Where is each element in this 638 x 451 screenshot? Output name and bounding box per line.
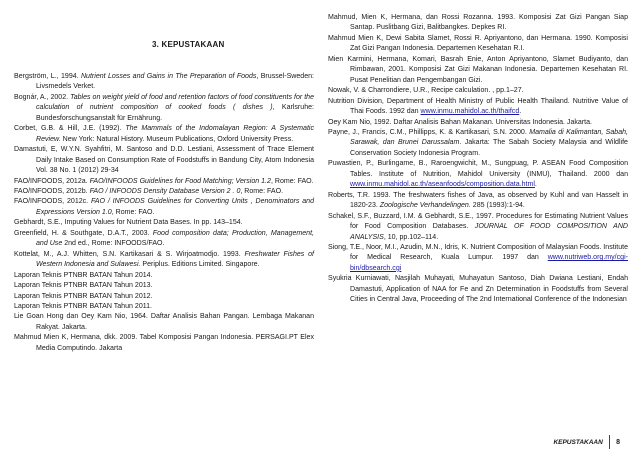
reference-entry	[328, 159, 628, 190]
reference-text: Mien Karmini, Hermana, Komari, Basrah Enie, Anton Apriyantono, Slamet Budiyanto, dan Rimbawan, 2001. Komposisi Zat Gizi Makanan Indonesia. Departemen Kesehatan RI. Pusat Penelitian dan Pengembangan Gizi.	[328, 55, 628, 84]
reference-text: Nutrition Division, Department of Health Ministry of Public Health Thailand. Nutritive Value of Thai Foods. 1992 dan	[328, 97, 628, 116]
reference-text: , Rome: FAO.	[111, 208, 155, 216]
reference-text: Freshwater Fishes of Western Indonesia and Sulawesi.	[36, 250, 314, 269]
reference-text: Schakel, S.F., Buzzard, I.M. & Gebhardt, S.E., 1997. Procedures for Estimating Nutrient Values for Food Composition Databases.	[328, 212, 628, 231]
reference-entry	[328, 128, 628, 159]
reference-text: FAO / INFOODS Guidelines for Converting Units , Denominators and Expressions Version 1.0	[36, 198, 314, 216]
footer-divider	[609, 435, 610, 449]
reference-text: Gebhardt, S.E., Imputing Values for Nutrient Data Bases. In pp. 143–154.	[14, 219, 243, 227]
reference-entry	[328, 97, 628, 118]
reference-text: , 10, pp.102–114.	[383, 233, 439, 241]
reference-text: Laporan Teknis PTNBR BATAN Tahun 2012.	[14, 292, 153, 300]
reference-entry	[328, 243, 628, 274]
reference-entry	[328, 34, 628, 55]
reference-text: Greenfield, H. & Southgate, D.A.T., 2003.	[14, 229, 153, 237]
reference-entry	[328, 13, 628, 34]
reference-text: Roberts, T.R. 1993. The freshwaters fishes of Java, as observed by Kuhl and van Hasselt in 1820-23.	[328, 191, 628, 210]
reference-text: , Brussel-Sweden: Livsmedels Verket.	[36, 73, 314, 91]
reference-text: . Jakarta: The Sabah Society Malaysia and Wildlife Conservation Society Indonesia Program.	[350, 139, 628, 157]
reference-entry	[14, 292, 314, 302]
reference-text: Syukria Kurniawati, Nasjilah Muhayati, Muhayatun Santoso, Diah Dwiana Lestiani, Endah Damastuti, Application of NAA for Fe and Zn Determination in Foodstuffs from Several Cities in Central Java, Proceeding of The 2nd International Conference of the Indonesian	[328, 275, 628, 304]
reference-text: .	[519, 108, 522, 116]
reference-text: Kottelat, M., A.J. Whitten, S.N. Kartikasari & S. Wirjoatmodjo. 1993.	[14, 250, 245, 258]
reference-entry	[328, 212, 628, 243]
footer-section-label: KEPUSTAKAAN	[553, 438, 603, 446]
reference-link[interactable]: www.nutriweb.org.my/cgi-bin/dbsearch.cgi	[350, 254, 628, 272]
reference-text: Corbet, G.B. & Hill, J.E. (1992).	[14, 125, 126, 133]
reference-text: Oey Kam Nio, 1992. Daftar Analisis Bahan Makanan. Universitas Indonesia. Jakarta.	[328, 118, 593, 126]
reference-text: Tables on weight yield of food and retention factors of food constituents for the calculation of nutrient composition of cooked foods ( dishes )	[36, 93, 314, 112]
reference-text: The Mammals of the Indomalayan Region: A Systematic Review.	[36, 125, 314, 143]
reference-text: New York: Natural History. Museum Publications, Oxford University Press.	[60, 135, 294, 143]
reference-text: Zoologische Verhandelingen.	[379, 202, 471, 210]
reference-text: Laporan Teknis PTNBR BATAN Tahun 2014.	[14, 271, 153, 279]
page-number: 8	[616, 438, 620, 446]
reference-text: Laporan Teknis PTNBR BATAN Tahun 2011.	[14, 302, 153, 310]
reference-text: FAO/INFOODS, 2012c.	[14, 198, 91, 206]
reference-text: Laporan Teknis PTNBR BATAN Tahun 2013.	[14, 282, 153, 290]
reference-link[interactable]: www.inmu.mahidol.ac.th/thaifcd	[420, 108, 520, 116]
reference-entry	[14, 197, 314, 218]
reference-entry	[14, 312, 314, 333]
reference-text: FAO/INFOODS Guidelines for Food Matching; Version 1.2	[89, 177, 271, 185]
reference-text: , Rome: FAO.	[240, 187, 284, 195]
reference-entry	[328, 191, 628, 212]
page-footer	[553, 434, 620, 450]
reference-entry	[14, 177, 314, 187]
reference-text: 285 (1993):1-94.	[470, 202, 525, 210]
reference-text: Nutrient Losses and Gains in The Preparation of Foods	[80, 73, 257, 80]
reference-text: FAO/INFOODS, 2012b.	[14, 187, 90, 195]
reference-text: .	[534, 181, 537, 189]
reference-entry	[14, 218, 314, 228]
reference-text: Mahmud, Mien K, Hermana, dan Rossi Rozanna. 1993. Komposisi Zat Gizi Pangan Siap Santap. Puslitbang Gizi, Balitbangkes. Depkes RI.	[328, 14, 628, 32]
reference-entry	[328, 274, 628, 305]
reference-entry	[14, 124, 314, 145]
reference-entry	[14, 145, 314, 176]
reference-text: Puwastien, P., Burlingame, B., Raroengwichit, M., Sungpuag, P. ASEAN Food Composition Tables. Institute of Nutrition, Mahidol University (INMU), Thailand. 2000 dan	[328, 160, 628, 178]
reference-text: Bergström, L., 1994.	[14, 73, 81, 80]
left-reference-list	[14, 72, 314, 354]
reference-link[interactable]: www.inmu.mahidol.ac.th/aseanfoods/composition.data.html	[350, 181, 535, 189]
reference-text: 2nd ed., Rome: INFOODS/FAO.	[62, 240, 165, 248]
reference-entry	[328, 86, 628, 96]
reference-entry	[328, 118, 628, 128]
reference-entry	[14, 333, 314, 354]
reference-text: Lie Goan Hong dan Oey Kam Nio, 1964. Daftar Analisis Bahan Pangan. Lembaga Makanan Rakyat. Jakarta.	[14, 313, 314, 331]
reference-entry	[14, 281, 314, 291]
reference-text: Food composition data; Production, Management, and Use	[36, 229, 315, 248]
reference-text: , Rome: FAO.	[270, 177, 314, 185]
reference-entry	[14, 250, 314, 271]
right-reference-list	[328, 13, 628, 306]
reference-entry	[14, 93, 314, 124]
reference-entry	[14, 72, 314, 93]
reference-entry	[14, 229, 314, 250]
reference-text: FAO / INFOODS Density Database Version 2 . 0	[89, 187, 241, 195]
reference-text: Nowak, V. & Charrondiere, U.R., Recipe calculation. , pp.1–27.	[328, 87, 524, 95]
reference-text: Payne, J., Francis, C.M., Phillipps, K. & Kartikasari, S.N. 2000.	[328, 128, 530, 136]
reference-text: Bognár, A., 2002.	[14, 93, 71, 101]
reference-text: Damastuti, E, W.Y.N. Syahfitri, M. Santoso and D.D. Lestiani, Assessment of Trace Element Daily Intake Based on Consumption Rate of Foodstuffs in Bandung City, Atom Indonesia Vol. 38 No. 1 (2012) 29-34	[14, 146, 314, 175]
reference-entry	[328, 55, 628, 86]
reference-text: FAO/INFOODS, 2012a.	[14, 177, 90, 185]
reference-entry	[14, 302, 314, 312]
section-heading: 3. KEPUSTAKAAN	[152, 40, 225, 49]
reference-entry	[14, 271, 314, 281]
reference-entry	[14, 187, 314, 197]
reference-text: Siong, T.E., Noor, M.I., Azudin, M.N., Idris, K. Nutrient Composition of Malaysian Foods. Institute for Medical Research, Kuala Lumpur. 1997 dan	[328, 243, 628, 262]
reference-text: Mamalia di Kalimantan, Sabah, Sarawak, dan Brunei Darussalam	[350, 128, 628, 147]
reference-text: , Karlsruhe: Bundesforschungsanstalt für Ernährung.	[36, 104, 314, 122]
reference-text: Mahmud Mien K, Hermana, dkk. 2009. Tabel Komposisi Pangan Indonesia. PERSAGI.PT Elex Media Computindo. Jakarta	[14, 334, 314, 352]
reference-text: Periplus. Editions Limited. Singapore.	[140, 261, 260, 269]
reference-text: JOURNAL OF FOOD COMPOSITION AND ANALYSIS	[350, 223, 628, 241]
reference-text: Mahmud Mien K, Dewi Sabita Slamet, Rossi R. Apriyantono, dan Hermana. 1990. Komposisi Zat Gizi Pangan Indonesia. Departemen Kesehatan R.I.	[328, 34, 628, 53]
